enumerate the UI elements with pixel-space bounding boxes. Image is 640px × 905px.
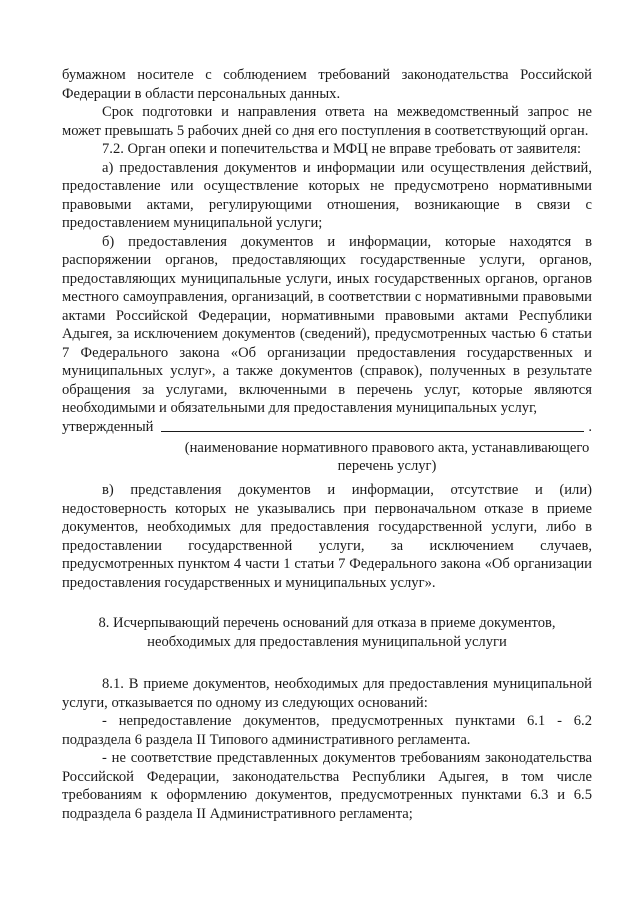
approved-caption: (наименование нормативного правового акта, устанавливающего перечень услуг) — [184, 440, 590, 474]
paragraph-8-1: 8.1. В приеме документов, необходимых для предоставления муниципальной услуги, отказывается по одному из следующих оснований: — [62, 676, 592, 711]
approved-end: . — [588, 418, 592, 435]
list-item-v: в) представления документов и информации, отсутствие и (или) недостоверность которых не указывались при первоначальном отказе в приеме документов, необходимых для предоставления государственной услуги, либо в предоставлении государственной услуги, за исключением случаев, предусмотренных пунктом 4 части 1 статьи 7 Федерального закона «Об организации предоставления государственных и муниципальных услуг». — [62, 482, 592, 591]
refusal-reason-2: - не соответствие представленных документов требованиям законодательства Российской Федерации, законодательства Республики Адыгея, в том числе требованиям к оформлению документов, предусмотренных пунктами 6.3 и 6.5 подраздела 6 раздела II Административного регламента; — [62, 750, 592, 822]
approved-fill-line — [62, 418, 592, 437]
paragraph-7-2: 7.2. Орган опеки и попечительства и МФЦ не вправе требовать от заявителя: — [102, 141, 582, 157]
list-item-b: б) предоставления документов и информации, которые находятся в распоряжении органов, предоставляющих государственные услуги, органов, предоставляющих муниципальные услуги, иных государственных органов, органов местного самоуправления, организаций, в соответствии с нормативными правовыми актами Российской Федерации, нормативными правовыми актами Республики Адыгея, за исключением документов (сведений), предусмотренных частью 6 статьи 7 Федерального закона «Об организации предоставления государственных и муниципальных услуг», а также документов (справок), полученных в результате обращения за услугами, включенными в перечень услуг, которые являются необходимыми и обязательными для предоставления муниципальных услуг, — [62, 233, 592, 416]
section-8-heading-line-1: 8. Исчерпывающий перечень оснований для отказа в приеме документов, — [98, 615, 556, 631]
paragraph-response-term: Срок подготовки и направления ответа на межведомственный запрос не может превышать 5 рабочих дней со дня его поступления в соответствующий орган. — [62, 104, 592, 139]
approved-label: утвержденный — [62, 418, 154, 435]
document-page — [62, 66, 592, 823]
blank-underline — [161, 430, 584, 432]
paragraph-intro: бумажном носителе с соблюдением требований законодательства Российской Федерации в области персональных данных. — [62, 67, 592, 102]
list-item-a: а) предоставления документов и информации или осуществления действий, предоставление или осуществление которых не предусмотрено нормативными правовыми актами, регулирующими отношения, возникающие в связи с предоставлением муниципальной услуги; — [62, 159, 592, 231]
section-8-heading-line-2: необходимых для предоставления муниципальной услуги — [147, 633, 507, 650]
refusal-reason-1: - непредоставление документов, предусмотренных пунктами 6.1 - 6.2 подраздела 6 раздела II Типового административного регламента. — [62, 713, 592, 748]
